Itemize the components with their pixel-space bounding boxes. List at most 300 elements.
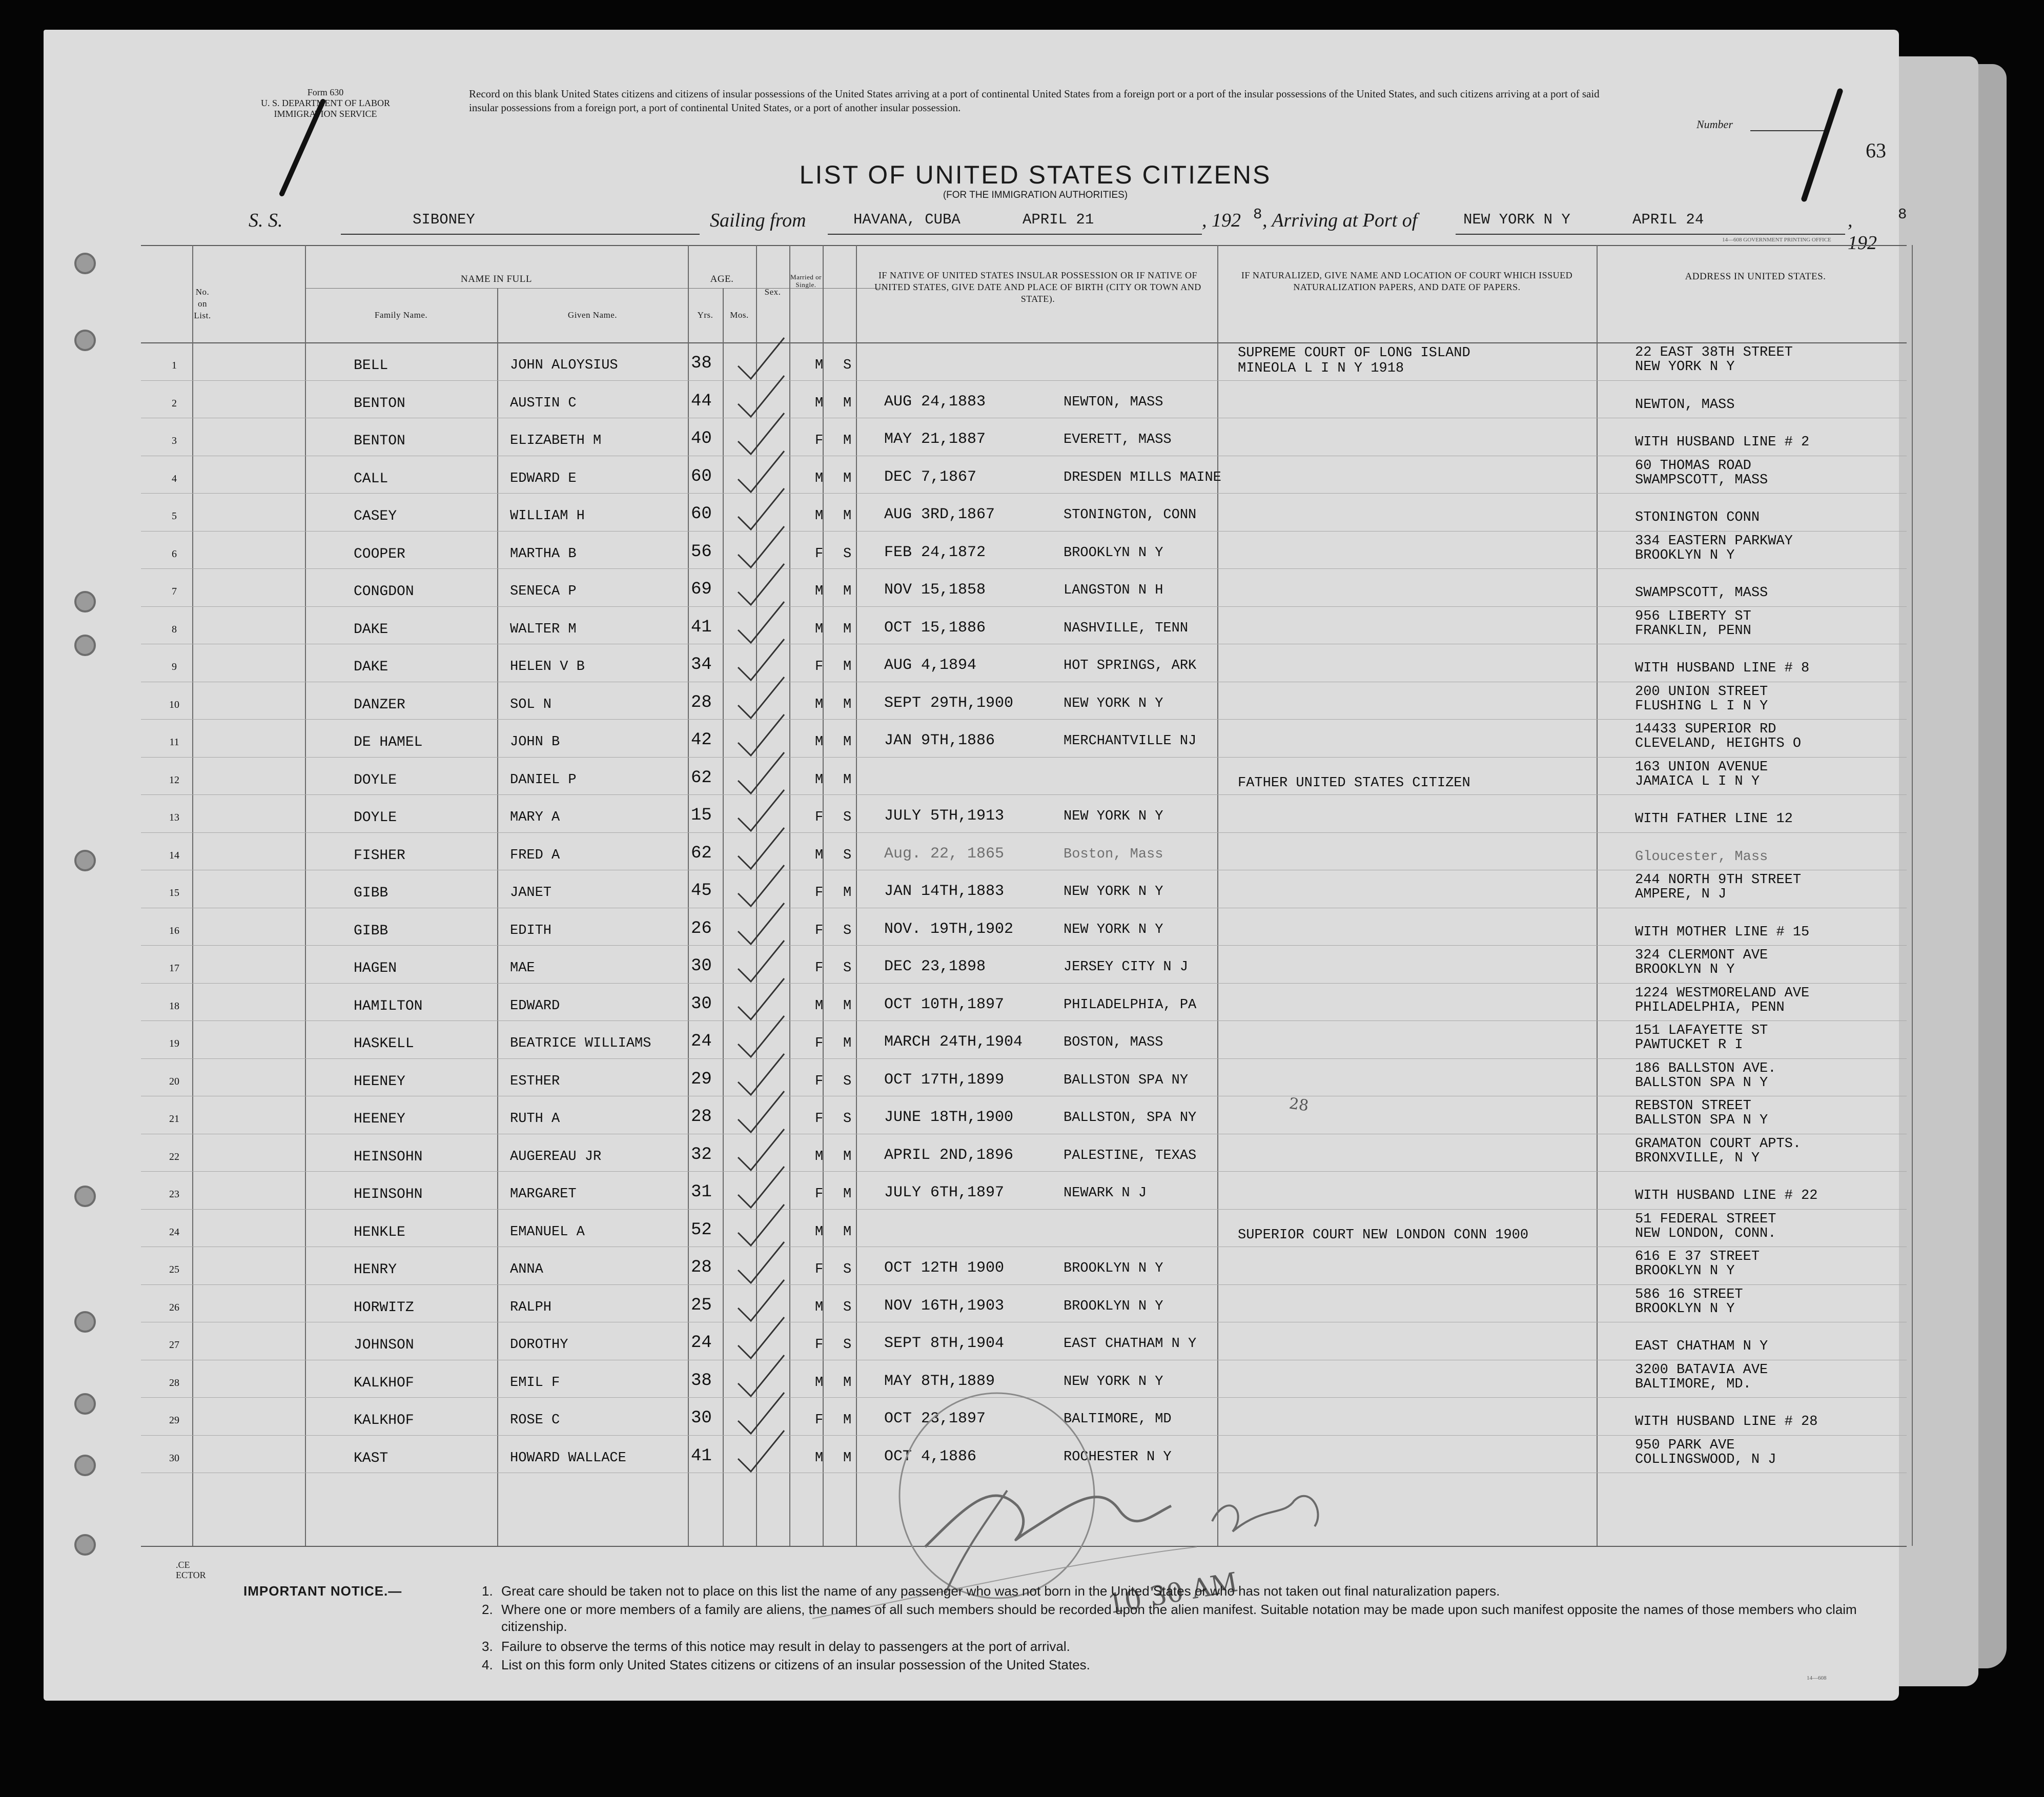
marital-status: S bbox=[843, 1262, 852, 1277]
age-years: 31 bbox=[691, 1182, 712, 1202]
given-name: MAE bbox=[510, 961, 535, 976]
family-name: HORWITZ bbox=[354, 1299, 414, 1316]
sex: M bbox=[815, 847, 824, 863]
us-address-line: 200 UNION STREET bbox=[1635, 684, 1768, 700]
birth-place: BALLSTON, SPA NY bbox=[1064, 1110, 1197, 1126]
notice-item bbox=[482, 1638, 1896, 1655]
sex: M bbox=[815, 998, 824, 1014]
age-years: 32 bbox=[691, 1145, 712, 1165]
given-name: EDITH bbox=[510, 923, 552, 938]
given-name: JOHN B bbox=[510, 734, 560, 750]
us-address-line: WITH HUSBAND LINE # 28 bbox=[1635, 1414, 1818, 1430]
us-address-line: 324 CLERMONT AVE bbox=[1635, 948, 1768, 963]
table-row bbox=[141, 719, 1907, 757]
us-address-line: 186 BALLSTON AVE. bbox=[1635, 1060, 1776, 1076]
col-divider bbox=[1912, 245, 1913, 1546]
list-number: 14 bbox=[169, 849, 179, 861]
us-address-line: FRANKLIN, PENN bbox=[1635, 623, 1751, 639]
family-name: CONGDON bbox=[354, 584, 414, 600]
birth-date: JULY 5TH,1913 bbox=[884, 807, 1005, 825]
age-years: 26 bbox=[691, 918, 712, 938]
us-address-line: PAWTUCKET R I bbox=[1635, 1037, 1743, 1053]
birth-date: MAY 8TH,1889 bbox=[884, 1372, 995, 1390]
family-name: HAMILTON bbox=[354, 998, 423, 1014]
ss-label: S. S. bbox=[249, 210, 283, 231]
sex: M bbox=[815, 395, 824, 411]
given-name: DOROTHY bbox=[510, 1337, 568, 1353]
arrival-port: NEW YORK N Y bbox=[1463, 211, 1570, 228]
us-address-line: BROOKLYN N Y bbox=[1635, 1301, 1735, 1317]
list-number: 7 bbox=[172, 586, 177, 597]
marital-status: M bbox=[843, 471, 852, 486]
birth-date: OCT 15,1886 bbox=[884, 619, 986, 637]
sex: F bbox=[815, 923, 824, 938]
sex: M bbox=[815, 1149, 824, 1165]
given-name: BEATRICE WILLIAMS bbox=[510, 1036, 651, 1051]
binder-hole bbox=[74, 1393, 96, 1415]
margin-note bbox=[176, 1560, 206, 1580]
family-name: HENRY bbox=[354, 1262, 397, 1278]
marital-status: S bbox=[843, 1111, 852, 1127]
given-name: SENECA P bbox=[510, 584, 577, 599]
given-name: DANIEL P bbox=[510, 772, 577, 788]
age-years: 34 bbox=[691, 655, 712, 675]
table-row bbox=[141, 1284, 1907, 1322]
list-number: 3 bbox=[172, 435, 177, 446]
us-address-line: 334 EASTERN PARKWAY bbox=[1635, 533, 1793, 549]
table-row bbox=[141, 1134, 1907, 1171]
bottom-form-code: 14—608 bbox=[1807, 1675, 1827, 1681]
birth-date: OCT 23,1897 bbox=[884, 1410, 986, 1427]
age-years: 15 bbox=[691, 806, 712, 825]
age-years: 44 bbox=[691, 391, 712, 411]
print-code: 14—608 GOVERNMENT PRINTING OFFICE bbox=[1722, 237, 1831, 243]
sail-year-prefix: , 192 bbox=[1202, 210, 1241, 231]
family-name: KAST bbox=[354, 1450, 389, 1466]
family-name: DANZER bbox=[354, 697, 405, 713]
list-number: 5 bbox=[172, 510, 177, 522]
list-number: 24 bbox=[169, 1226, 179, 1238]
table-row bbox=[141, 418, 1907, 455]
given-name: AUSTIN C bbox=[510, 395, 577, 411]
family-name: DAKE bbox=[354, 621, 389, 638]
table-row bbox=[141, 1322, 1907, 1359]
table-row bbox=[141, 1058, 1907, 1096]
marital-status: S bbox=[843, 810, 852, 825]
binder-hole bbox=[74, 330, 96, 351]
sex: F bbox=[815, 1337, 824, 1353]
list-number: 29 bbox=[169, 1415, 179, 1426]
us-address-line: WITH HUSBAND LINE # 2 bbox=[1635, 435, 1810, 450]
age-years: 56 bbox=[691, 542, 712, 562]
us-address-line: NEW YORK N Y bbox=[1635, 359, 1735, 375]
arrival-date: APRIL 24 bbox=[1632, 211, 1704, 228]
table-row bbox=[141, 606, 1907, 644]
given-name: RALPH bbox=[510, 1299, 552, 1315]
us-address-line: 3200 BATAVIA AVE bbox=[1635, 1362, 1768, 1378]
sex: F bbox=[815, 961, 824, 976]
birth-date: JUNE 18TH,1900 bbox=[884, 1109, 1014, 1126]
us-address-line: SWAMPSCOTT, MASS bbox=[1635, 472, 1768, 488]
marital-status: M bbox=[843, 1450, 852, 1466]
table-row bbox=[141, 832, 1907, 870]
notice-item-number: 2. bbox=[482, 1602, 493, 1617]
list-number: 22 bbox=[169, 1151, 179, 1162]
table-row bbox=[141, 908, 1907, 945]
record-instructions: Record on this blank United States citizens and citizens of insular possessions of the United States arriving at a port of continental United States from a foreign port or a port of the insular possessions of the United States, and such citizens arriving at a port of said insular possessions from a foreign port, a port of continental United States, or a port of another insular possession. bbox=[469, 88, 1600, 114]
binder-hole bbox=[74, 591, 96, 612]
list-number: 26 bbox=[169, 1301, 179, 1313]
birth-date: DEC 7,1867 bbox=[884, 468, 977, 486]
list-number: 23 bbox=[169, 1189, 179, 1200]
us-address-line: PHILADELPHIA, PENN bbox=[1635, 999, 1785, 1015]
given-name: EMANUEL A bbox=[510, 1224, 585, 1240]
col-heading-age: AGE. bbox=[710, 274, 734, 284]
notice-item-text: Failure to observe the terms of this notice may result in delay to passengers at the port of arrival. bbox=[501, 1639, 1070, 1654]
notice-item bbox=[482, 1601, 1896, 1635]
table-row bbox=[141, 1020, 1907, 1058]
us-address-line: BROOKLYN N Y bbox=[1635, 547, 1735, 563]
list-number: 17 bbox=[169, 963, 179, 974]
naturalization-court: FATHER UNITED STATES CITIZEN bbox=[1238, 775, 1470, 791]
birth-place: BROOKLYN N Y bbox=[1064, 545, 1163, 561]
sex: F bbox=[815, 885, 824, 901]
age-years: 45 bbox=[691, 881, 712, 901]
table-top-rule bbox=[141, 245, 1907, 246]
departure-port: HAVANA, CUBA bbox=[853, 211, 960, 228]
sex: M bbox=[815, 621, 824, 637]
marital-status: S bbox=[843, 961, 852, 976]
given-name: ESTHER bbox=[510, 1073, 560, 1089]
list-number: 4 bbox=[172, 473, 177, 484]
given-name: EDWARD bbox=[510, 998, 560, 1014]
sail-year-digit: 8 bbox=[1253, 206, 1262, 223]
family-name: KALKHOF bbox=[354, 1375, 414, 1391]
marital-status: M bbox=[843, 659, 852, 675]
given-name: EMIL F bbox=[510, 1375, 560, 1391]
us-address-line: AMPERE, N J bbox=[1635, 887, 1727, 902]
marital-status: S bbox=[843, 358, 852, 373]
arrive-year-prefix: , 192 bbox=[1848, 210, 1877, 254]
age-years: 30 bbox=[691, 1408, 712, 1428]
col-heading-naturalized: IF NATURALIZED, GIVE NAME AND LOCATION OF COURT WHICH ISSUED NATURALIZATION PAPERS, AND DATE OF PAPERS. bbox=[1241, 270, 1573, 292]
us-address-line: STONINGTON CONN bbox=[1635, 510, 1760, 525]
us-address-line: 586 16 STREET bbox=[1635, 1287, 1743, 1302]
birth-date: OCT 17TH,1899 bbox=[884, 1071, 1005, 1089]
age-years: 38 bbox=[691, 1371, 712, 1391]
us-address-line: 14433 SUPERIOR RD bbox=[1635, 722, 1776, 737]
marital-status: M bbox=[843, 1224, 852, 1240]
voyage-line bbox=[238, 206, 1907, 254]
col-heading-family: Family Name. bbox=[374, 310, 428, 320]
birth-place: STONINGTON, CONN bbox=[1064, 507, 1197, 523]
birth-date: AUG 24,1883 bbox=[884, 393, 986, 411]
notice-item-text: Where one or more members of a family are aliens, the names of all such members should be recorded upon the alien manifest. Suitable notation may be made upon such manifest opposite the names of those members who claim citizenship. bbox=[501, 1602, 1857, 1634]
birth-place: NEWARK N J bbox=[1064, 1186, 1147, 1201]
given-name: JANET bbox=[510, 885, 552, 901]
birth-date: OCT 10TH,1897 bbox=[884, 995, 1005, 1013]
us-address-line: BALLSTON SPA N Y bbox=[1635, 1075, 1768, 1091]
sex: M bbox=[815, 1375, 824, 1391]
birth-date: AUG 4,1894 bbox=[884, 657, 977, 674]
us-address-line: FLUSHING L I N Y bbox=[1635, 698, 1768, 714]
list-number: 16 bbox=[169, 925, 179, 936]
birth-place: NEW YORK N Y bbox=[1064, 922, 1163, 937]
list-number: 10 bbox=[169, 699, 179, 710]
age-years: 30 bbox=[691, 994, 712, 1014]
binder-hole bbox=[74, 1311, 96, 1333]
list-number: 25 bbox=[169, 1264, 179, 1275]
age-years: 52 bbox=[691, 1220, 712, 1240]
table-row bbox=[141, 493, 1907, 530]
form-number: Form 630 bbox=[307, 87, 344, 97]
service-name: IMMIGRATION SERVICE bbox=[274, 109, 377, 119]
notice-item-text: List on this form only United States citizens or citizens of an insular possession of the United States. bbox=[501, 1657, 1090, 1672]
birth-date: SEPT 8TH,1904 bbox=[884, 1335, 1005, 1352]
sex: M bbox=[815, 358, 824, 373]
from-underline bbox=[828, 234, 1202, 235]
sex: F bbox=[815, 1413, 824, 1428]
age-years: 69 bbox=[691, 580, 712, 599]
marital-status: S bbox=[843, 1073, 852, 1089]
marital-status: M bbox=[843, 1036, 852, 1051]
col-heading-name: NAME IN FULL bbox=[461, 274, 532, 284]
birth-place: Boston, Mass bbox=[1064, 846, 1163, 862]
ship-underline bbox=[341, 234, 700, 235]
us-address-line: 950 PARK AVE bbox=[1635, 1437, 1735, 1453]
col-heading-no bbox=[192, 286, 213, 321]
marital-status: M bbox=[843, 621, 852, 637]
binder-hole bbox=[74, 850, 96, 871]
birth-date: OCT 4,1886 bbox=[884, 1447, 977, 1465]
marital-status: M bbox=[843, 1187, 852, 1202]
family-name: HASKELL bbox=[354, 1036, 414, 1052]
family-name: HEINSOHN bbox=[354, 1187, 423, 1202]
marital-status: M bbox=[843, 584, 852, 599]
list-number: 15 bbox=[169, 887, 179, 898]
age-years: 41 bbox=[691, 1446, 712, 1466]
us-address-line: 616 E 37 STREET bbox=[1635, 1249, 1760, 1264]
binder-hole bbox=[74, 253, 96, 274]
list-number: 21 bbox=[169, 1113, 179, 1125]
family-name: JOHNSON bbox=[354, 1337, 414, 1353]
birth-date: MARCH 24TH,1904 bbox=[884, 1033, 1023, 1051]
us-address-line: BROOKLYN N Y bbox=[1635, 962, 1735, 977]
family-name: DOYLE bbox=[354, 810, 397, 826]
age-years: 28 bbox=[691, 1258, 712, 1277]
marital-status: M bbox=[843, 772, 852, 788]
marital-status: M bbox=[843, 885, 852, 901]
number-label: Number bbox=[1696, 118, 1733, 131]
given-name: ANNA bbox=[510, 1262, 543, 1277]
marital-status: S bbox=[843, 1337, 852, 1353]
ship-name: SIBONEY bbox=[413, 211, 475, 228]
us-address-line: 163 UNION AVENUE bbox=[1635, 759, 1768, 775]
birth-place: HOT SPRINGS, ARK bbox=[1064, 658, 1197, 673]
notice-item-text: Great care should be taken not to place on this list the name of any passenger who was not born in the United States or who has not taken out final naturalization papers. bbox=[501, 1583, 1500, 1599]
marital-status: M bbox=[843, 697, 852, 712]
col-heading-no-text: No. on List. bbox=[194, 287, 211, 320]
list-number: 28 bbox=[169, 1377, 179, 1388]
marital-status: S bbox=[843, 546, 852, 562]
given-name: MARTHA B bbox=[510, 546, 577, 562]
family-name: HENKLE bbox=[354, 1224, 405, 1240]
sex: F bbox=[815, 1262, 824, 1277]
age-years: 40 bbox=[691, 429, 712, 448]
marital-status: M bbox=[843, 1413, 852, 1428]
page-number: 63 bbox=[1866, 139, 1886, 162]
age-years: 62 bbox=[691, 768, 712, 788]
table-row bbox=[141, 794, 1907, 832]
us-address-line: 1224 WESTMORELAND AVE bbox=[1635, 985, 1810, 1001]
us-address-line: REBSTON STREET bbox=[1635, 1098, 1751, 1114]
birth-date: SEPT 29TH,1900 bbox=[884, 694, 1014, 712]
sex: M bbox=[815, 584, 824, 599]
port-underline bbox=[1456, 234, 1845, 235]
family-name: DE HAMEL bbox=[354, 734, 423, 750]
list-number: 8 bbox=[172, 623, 177, 635]
given-name: FRED A bbox=[510, 847, 560, 863]
us-address-line: 244 NORTH 9TH STREET bbox=[1635, 872, 1802, 888]
handwritten-slash-mark bbox=[261, 96, 343, 199]
age-years: 41 bbox=[691, 617, 712, 637]
col-heading-married: Married or Single. bbox=[790, 273, 822, 289]
age-years: 28 bbox=[691, 692, 712, 712]
marital-status: M bbox=[843, 433, 852, 448]
col-heading-given: Given Name. bbox=[567, 310, 618, 320]
family-name: DOYLE bbox=[354, 772, 397, 788]
given-name: WALTER M bbox=[510, 621, 577, 637]
sex: F bbox=[815, 546, 824, 562]
family-name: HEENEY bbox=[354, 1073, 405, 1090]
pencil-annotation: 28 bbox=[1287, 1094, 1310, 1115]
us-address-line: GRAMATON COURT APTS. bbox=[1635, 1136, 1802, 1152]
birth-date: NOV. 19TH,1902 bbox=[884, 920, 1014, 938]
list-number: 12 bbox=[169, 774, 179, 786]
binder-hole bbox=[74, 635, 96, 656]
table-row bbox=[141, 1171, 1907, 1209]
col-heading-sex: Sex. bbox=[764, 287, 781, 297]
birth-place: JERSEY CITY N J bbox=[1064, 959, 1189, 975]
us-address-line: WITH HUSBAND LINE # 22 bbox=[1635, 1188, 1818, 1203]
table-row bbox=[141, 644, 1907, 681]
marital-status: M bbox=[843, 734, 852, 750]
age-years: 38 bbox=[691, 354, 712, 373]
given-name: EDWARD E bbox=[510, 471, 577, 486]
family-name: COOPER bbox=[354, 546, 405, 562]
birth-place: PALESTINE, TEXAS bbox=[1064, 1148, 1197, 1163]
birth-date: Aug. 22, 1865 bbox=[884, 845, 1005, 863]
birth-date: JAN 14TH,1883 bbox=[884, 883, 1005, 900]
naturalization-court: MINEOLA L I N Y 1918 bbox=[1238, 361, 1404, 376]
table-row bbox=[141, 531, 1907, 568]
given-name: ROSE C bbox=[510, 1413, 560, 1428]
sex: F bbox=[815, 810, 824, 825]
us-address-line: 151 LAFAYETTE ST bbox=[1635, 1023, 1768, 1038]
table-row bbox=[141, 1247, 1907, 1284]
sex: F bbox=[815, 1187, 824, 1202]
birth-date: DEC 23,1898 bbox=[884, 958, 986, 975]
list-number: 9 bbox=[172, 661, 177, 672]
sailing-label: Sailing from bbox=[710, 210, 806, 231]
birth-place: BALLSTON SPA NY bbox=[1064, 1072, 1189, 1088]
arriving-label: , Arriving at Port of bbox=[1262, 210, 1418, 231]
us-address-line: 22 EAST 38TH STREET bbox=[1635, 345, 1793, 360]
margin-note-text: .CE ECTOR bbox=[176, 1560, 206, 1580]
us-address-line: 51 FEDERAL STREET bbox=[1635, 1211, 1776, 1227]
family-name: HEENEY bbox=[354, 1111, 405, 1127]
list-number: 30 bbox=[169, 1452, 179, 1464]
naturalization-court: SUPREME COURT OF LONG ISLAND bbox=[1238, 345, 1470, 361]
us-address-line: SWAMPSCOTT, MASS bbox=[1635, 585, 1768, 601]
sex: M bbox=[815, 1224, 824, 1240]
us-address-line: WITH MOTHER LINE # 15 bbox=[1635, 924, 1810, 940]
list-number: 6 bbox=[172, 548, 177, 560]
us-address-line: BALTIMORE, MD. bbox=[1635, 1376, 1751, 1392]
birth-place: BROOKLYN N Y bbox=[1064, 1298, 1163, 1314]
given-name: RUTH A bbox=[510, 1111, 560, 1127]
birth-date: MAY 21,1887 bbox=[884, 431, 986, 448]
age-years: 42 bbox=[691, 730, 712, 750]
family-name: BENTON bbox=[354, 395, 405, 412]
sex: F bbox=[815, 433, 824, 448]
list-number: 2 bbox=[172, 397, 177, 409]
notice-item-number: 4. bbox=[482, 1657, 493, 1672]
given-name: WILLIAM H bbox=[510, 508, 585, 524]
family-name: BELL bbox=[354, 358, 389, 374]
table-row bbox=[141, 568, 1907, 606]
birth-date: APRIL 2ND,1896 bbox=[884, 1146, 1014, 1164]
table-row bbox=[141, 945, 1907, 983]
sex: M bbox=[815, 772, 824, 788]
family-name: GIBB bbox=[354, 885, 389, 901]
birth-place: NEW YORK N Y bbox=[1064, 809, 1163, 824]
list-number: 11 bbox=[169, 737, 179, 748]
table-row bbox=[141, 342, 1907, 380]
birth-place: EAST CHATHAM N Y bbox=[1064, 1336, 1197, 1352]
naturalization-court: SUPERIOR COURT NEW LONDON CONN 1900 bbox=[1238, 1227, 1529, 1243]
sex: F bbox=[815, 1073, 824, 1089]
birth-place: EVERETT, MASS bbox=[1064, 432, 1172, 447]
birth-place: BALTIMORE, MD bbox=[1064, 1412, 1172, 1427]
age-years: 24 bbox=[691, 1333, 712, 1353]
page-subtitle: (FOR THE IMMIGRATION AUTHORITIES) bbox=[943, 190, 1128, 200]
birth-date: NOV 15,1858 bbox=[884, 581, 986, 599]
binder-hole bbox=[74, 1186, 96, 1207]
birth-place: NASHVILLE, TENN bbox=[1064, 620, 1189, 636]
marital-status: M bbox=[843, 395, 852, 411]
age-years: 25 bbox=[691, 1295, 712, 1315]
given-name: ELIZABETH M bbox=[510, 433, 602, 448]
age-years: 28 bbox=[691, 1107, 712, 1127]
sex: F bbox=[815, 1111, 824, 1127]
birth-place: BROOKLYN N Y bbox=[1064, 1261, 1163, 1276]
family-name: BENTON bbox=[354, 433, 405, 449]
page-title: LIST OF UNITED STATES CITIZENS bbox=[799, 160, 1272, 189]
given-name: SOL N bbox=[510, 697, 552, 712]
birth-place: PHILADELPHIA, PA bbox=[1064, 997, 1197, 1013]
list-number: 13 bbox=[169, 812, 179, 823]
birth-date: AUG 3RD,1867 bbox=[884, 506, 995, 523]
table-row bbox=[141, 983, 1907, 1020]
given-name: HOWARD WALLACE bbox=[510, 1450, 626, 1466]
age-years: 24 bbox=[691, 1032, 712, 1051]
manifest-page bbox=[44, 30, 1907, 1701]
table-row bbox=[141, 757, 1907, 794]
us-address-line: EAST CHATHAM N Y bbox=[1635, 1339, 1768, 1354]
marital-status: M bbox=[843, 508, 852, 524]
arrive-year-digit: 8 bbox=[1898, 206, 1907, 223]
